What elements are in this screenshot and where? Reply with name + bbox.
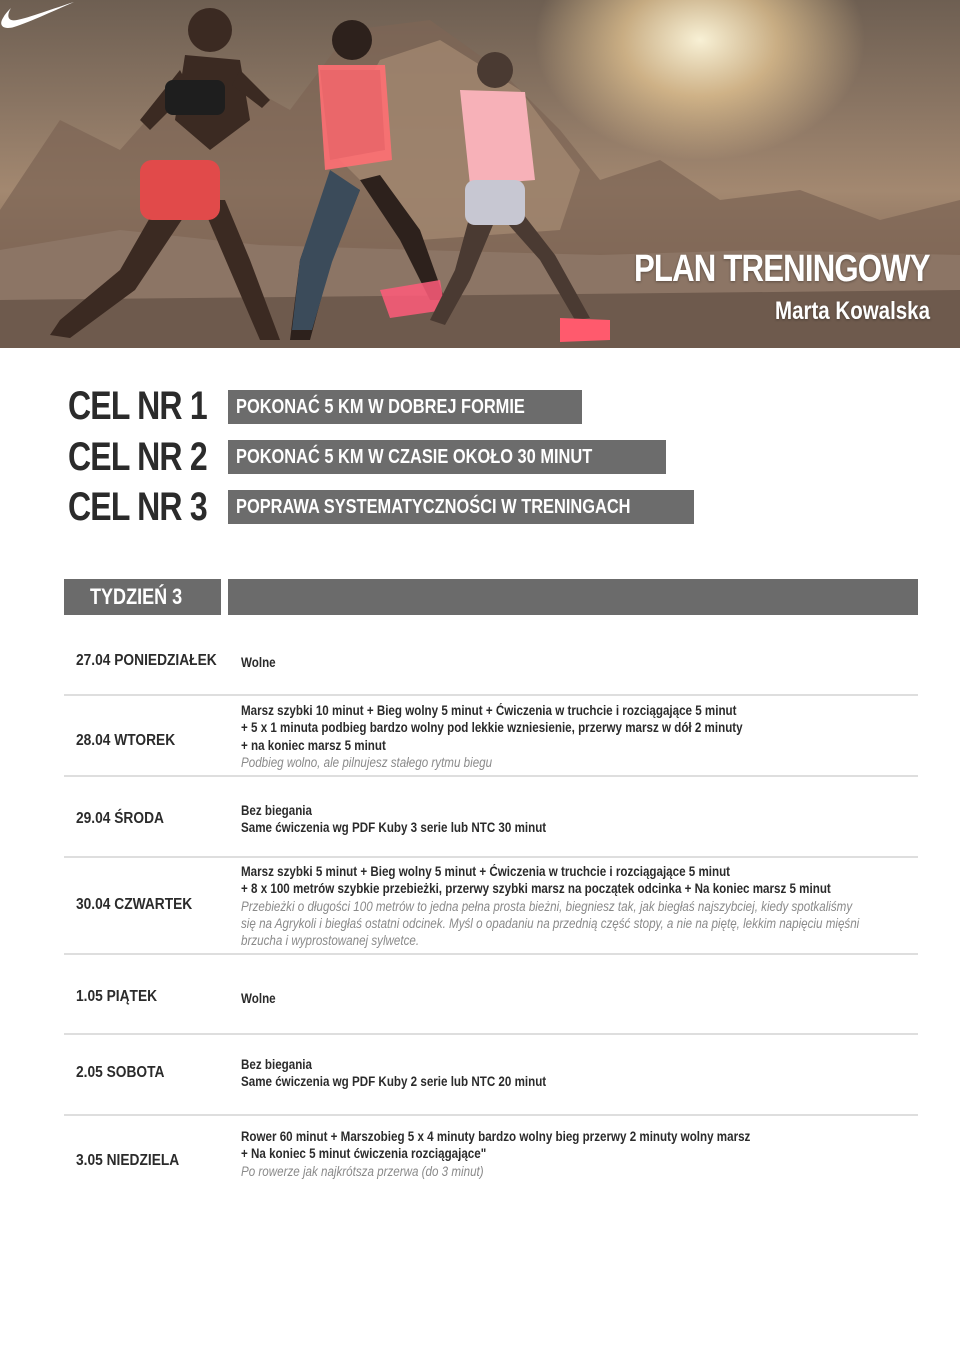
day-plan-sunday [241,1128,895,1180]
plan-line: + Na koniec 5 minut ćwiczenia rozciągające" [241,1146,487,1162]
hero-photo [0,0,960,348]
plan-note: brzucha i wyprostowanej sylwetce. [241,933,420,949]
page-title: PLAN TRENINGOWY [634,248,930,290]
goal-1-text: POKONAĆ 5 KM W DOBREJ FORMIE [228,390,582,424]
day-plan-friday [241,990,895,1007]
row-divider [64,775,918,777]
athlete-name: Marta Kowalska [775,297,930,325]
plan-note: Przebieżki o długości 100 metrów to jedna pełna prosta bieżni, biegniesz tak, jak biegłaś najszybciej, kiedy spotkaliśmy [241,898,853,914]
row-divider [64,694,918,696]
plan-line: Rower 60 minut + Marszobieg 5 x 4 minuty bardzo wolny bieg przerwy 2 minuty wolny marsz [241,1129,751,1144]
day-label-sunday: 3.05 NIEDZIELA [76,1152,180,1169]
week-label: TYDZIEŃ 3 [64,579,221,615]
plan-line: Same ćwiczenia wg PDF Kuby 2 serie lub NTC 20 minut [241,1074,547,1090]
plan-line: Marsz szybki 10 minut + Bieg wolny 5 minut + Ćwiczenia w truchcie i rozciągające 5 minut [241,703,737,718]
day-label-tuesday: 28.04 WTOREK [76,732,176,749]
row-divider [64,856,918,858]
week-bar [228,579,918,615]
plan-line: + na koniec marsz 5 minut [241,737,386,753]
goal-3-text: POPRAWA SYSTEMATYCZNOŚCI W TRENINGACH [228,490,694,524]
plan-line: Same ćwiczenia wg PDF Kuby 3 serie lub NTC 30 minut [241,820,547,836]
day-plan-wednesday [241,802,895,837]
plan-line: + 8 x 100 metrów szybkie przebieżki, przerwy szybki marsz na początek odcinka + Na koniec marsz 5 minut [241,881,831,897]
day-plan-monday [241,654,895,671]
plan-note: Podbieg wolno, ale pilnujesz stałego rytmu biegu [241,754,493,770]
row-divider [64,953,918,955]
day-plan-thursday [241,863,895,949]
plan-line: Wolne [241,655,276,670]
day-plan-saturday [241,1056,895,1091]
goal-2-label: CEL NR 2 [68,435,207,479]
goal-2-text: POKONAĆ 5 KM W CZASIE OKOŁO 30 MINUT [228,440,666,474]
plan-line: Bez biegania [241,803,312,818]
day-label-wednesday: 29.04 ŚRODA [76,810,164,827]
plan-line: Bez biegania [241,1057,312,1072]
goal-3-label: CEL NR 3 [68,485,207,529]
row-divider [64,1033,918,1035]
plan-note: się na Agrykoli i biegłaś ostatni odcinek. Myśl o opadaniu na przednią część stopy, a nie na piętę, lekkim napięciu mięśni [241,915,860,931]
plan-line: Wolne [241,991,276,1006]
goal-1-label: CEL NR 1 [68,384,207,428]
day-label-thursday: 30.04 CZWARTEK [76,896,193,913]
row-divider [64,1114,918,1116]
day-label-saturday: 2.05 SOBOTA [76,1064,165,1081]
nike-swoosh-icon [0,0,76,30]
hero-banner [0,0,960,348]
day-label-monday: 27.04 PONIEDZIAŁEK [76,652,217,669]
plan-note: Po rowerze jak najkrótsza przerwa (do 3 minut) [241,1163,484,1179]
day-label-friday: 1.05 PIĄTEK [76,988,158,1005]
plan-line: + 5 x 1 minuta podbieg bardzo wolny pod lekkie wzniesienie, przerwy marsz w dół 2 minuty [241,720,743,736]
day-plan-tuesday [241,702,895,771]
plan-line: Marsz szybki 5 minut + Bieg wolny 5 minut + Ćwiczenia w truchcie i rozciągające 5 minut [241,864,731,879]
